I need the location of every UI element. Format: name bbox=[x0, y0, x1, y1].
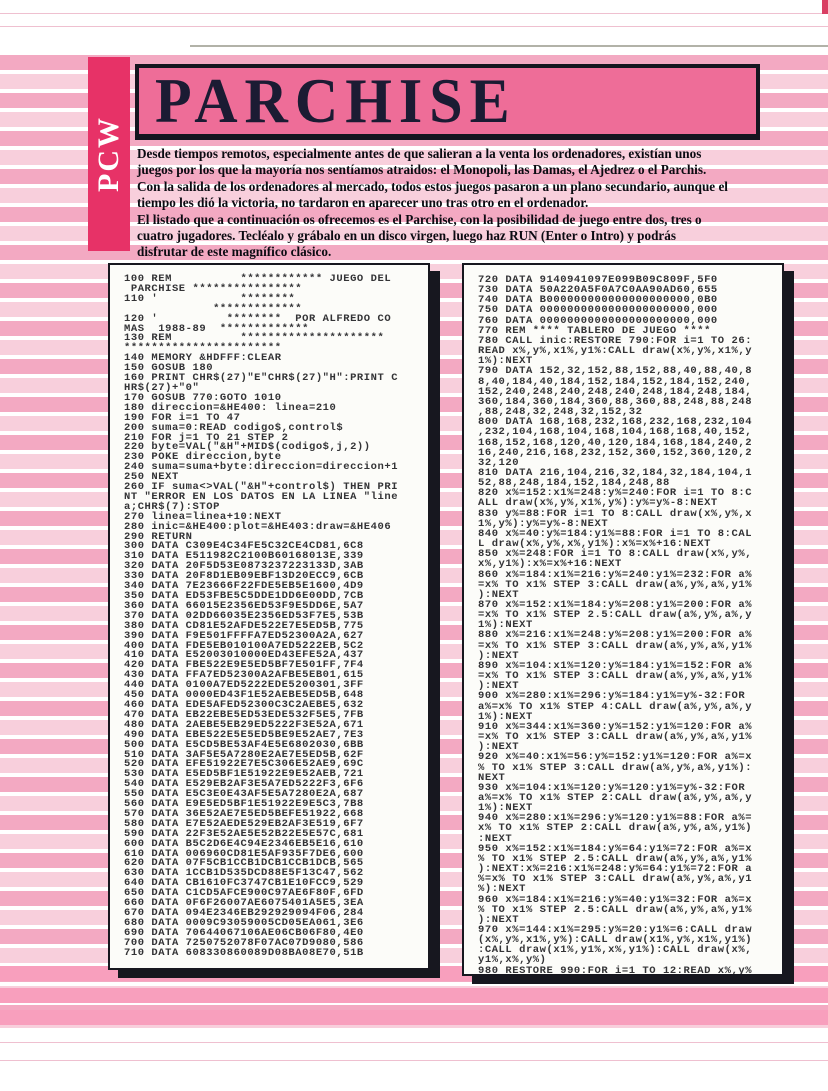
text-line: :CALL draw(x1%,y1%,x%,y1%):CALL draw(x%, bbox=[478, 944, 753, 957]
scan-artifact-line bbox=[190, 45, 828, 47]
text-line: =x% TO x1% STEP 2.5:CALL draw(a%,y%,a%,y bbox=[478, 609, 753, 622]
text-line: 1%):NEXT bbox=[478, 710, 533, 723]
text-line: a%=x% TO x1% STEP 2:CALL draw(a%,y%,a%,y bbox=[478, 791, 753, 804]
text-line: 180 direccion=&HE400: linea=210 bbox=[124, 401, 337, 414]
text-line: 32,120 bbox=[478, 456, 520, 469]
text-line: 310 DATA E511982C2100B60168013E,339 bbox=[124, 550, 364, 563]
text-line: 980 RESTORE 990:FOR i=1 TO 12:READ x%,y% bbox=[478, 964, 753, 976]
text-line: 670 DATA 094E2346EB292929094F06,284 bbox=[124, 907, 364, 919]
text-line: 1%,y%):y%=y%-8:NEXT bbox=[478, 517, 609, 530]
text-line: 780 CALL inic:RESTORE 790:FOR i=1 TO 26: bbox=[478, 334, 753, 347]
text-line: 570 DATA 36E52AE7E5ED5BEFE51922,668 bbox=[124, 807, 364, 820]
text-line: 640 DATA CB1610FC3747CB1E10FCC9,529 bbox=[124, 877, 364, 890]
text-line: 940 x%=280:x1%=296:y%=120:y1%=88:FOR a%= bbox=[478, 812, 753, 825]
text-line: Con la salida de los ordenadores al mercado, todos estos juegos pasaron a un plano secundario, aunque el bbox=[137, 178, 728, 194]
text-line: 190 FOR i=1 TO 47 bbox=[124, 411, 241, 424]
text-line: 200 suma=0:READ codigo$,control$ bbox=[124, 421, 344, 434]
hairline bbox=[0, 1060, 828, 1061]
text-line: PARCHISE **************** bbox=[124, 282, 303, 295]
text-line: HR$(27)+"0" bbox=[124, 381, 200, 394]
text-line: 900 x%=280:x1%=296:y%=184:y1%=y%-32:FOR bbox=[478, 690, 753, 703]
text-line: NEXT bbox=[478, 771, 506, 784]
text-line: 16,240,216,168,232,152,360,152,360,120,2 bbox=[478, 446, 753, 459]
text-line: 800 DATA 168,168,232,168,232,168,232,104 bbox=[478, 416, 753, 429]
text-line: 610 DATA 006960CD81E5AF935F7DE6,600 bbox=[124, 847, 364, 860]
text-line: 860 x%=184:x1%=216:y%=240:y1%=232:FOR a% bbox=[478, 568, 753, 581]
text-line: 500 DATA E5CD5BE53AF4E5E6802030,6BB bbox=[124, 738, 364, 751]
text-line: :NEXT bbox=[478, 832, 513, 845]
text-line: 360,184,360,184,360,88,360,88,248,88,248 bbox=[478, 395, 753, 408]
text-line: 230 POKE direccion,byte bbox=[124, 451, 282, 464]
text-line: ):NEXT bbox=[478, 913, 520, 926]
stripe-band bbox=[0, 988, 828, 1003]
text-line: 420 DATA FBE522E9E5ED5BF7E501FF,7F4 bbox=[124, 659, 364, 672]
text-line: 380 DATA CD81E52AFDE522E7E5ED5B,775 bbox=[124, 619, 364, 632]
text-line: tiempo les dió la victoria, no tardaron en aparecer uno tras otro en el ordenador. bbox=[137, 195, 589, 211]
title-box bbox=[135, 64, 760, 140]
text-line: 490 DATA EBE522E5E5ED5BE9E52AE7,7E3 bbox=[124, 728, 364, 741]
text-line: 440 DATA 0100A7ED5222EDE5200301,3FF bbox=[124, 679, 364, 692]
text-line: 330 DATA 20F8D1EB09EBF13D20ECC9,6CB bbox=[124, 570, 364, 583]
text-line: 890 x%=104:x1%=120:y%=184:y1%=152:FOR a% bbox=[478, 659, 753, 672]
text-line: 960 x%=184:x1%=216:y%=40:y1%=32:FOR a%=x bbox=[478, 893, 753, 906]
text-line: 550 DATA E5C3E0E43AF5E5A7280E2A,687 bbox=[124, 788, 364, 801]
text-line: MAS 1988-89 ************* bbox=[124, 322, 309, 335]
text-line: 760 DATA 0000000000000000000000,000 bbox=[478, 314, 718, 327]
text-line: ):NEXT:x%=216:x1%=248:y%=64:y1%=72:FOR a bbox=[478, 863, 753, 876]
text-line: % TO x1% STEP 2.5:CALL draw(a%,y%,a%,y1% bbox=[478, 903, 753, 916]
bottom-margin bbox=[0, 1028, 828, 1091]
stripe-band bbox=[0, 1010, 828, 1025]
text-line: 120 ' ******** POR ALFREDO CO bbox=[124, 312, 392, 325]
text-line: 220 byte=VAL("&H"+MID$(codigo$,j,2)) bbox=[124, 441, 371, 454]
page-edge-mark bbox=[822, 0, 828, 14]
text-line: 820 x%=152:x1%=248:y%=240:FOR i=1 TO 8:C bbox=[478, 487, 753, 500]
text-line: 340 DATA 7E23666F22FDE5EB5E1600,4D9 bbox=[124, 580, 364, 593]
text-line: 130 REM ********************* bbox=[124, 332, 385, 345]
text-line: a%=x% TO x1% STEP 4:CALL draw(a%,y%,a%,y bbox=[478, 700, 753, 713]
text-line: 460 DATA EDE5AFED52300C3C2AEBE5,632 bbox=[124, 698, 364, 711]
text-line: cuatro jugadores. Tecléalo y grábalo en un disco virgen, luego haz RUN (Enter o Intro) y podrás bbox=[137, 228, 676, 244]
text-line: 1%):NEXT bbox=[478, 802, 533, 815]
text-line: % TO x1% STEP 2.5:CALL draw(a%,y%,a%,y1% bbox=[478, 852, 753, 865]
text-line: 880 x%=216:x1%=248:y%=208:y1%=200:FOR a% bbox=[478, 629, 753, 642]
text-line: 400 DATA FDE5EB010100A7ED5222EB,5C2 bbox=[124, 639, 364, 652]
text-line: 370 DATA 02DD66035E2356ED53F7E5,53B bbox=[124, 609, 364, 622]
text-line: 730 DATA 50A220A5F0A7C0AA90AD60,655 bbox=[478, 284, 718, 297]
text-line: =x% TO x1% STEP 3:CALL draw(a%,y%,a%,y1% bbox=[478, 578, 753, 591]
text-line: 590 DATA 22F3E52AE5E52B22E5E57C,681 bbox=[124, 827, 364, 840]
code-listing-left-column bbox=[108, 263, 430, 970]
text-line: El listado que a continuación os ofrecemos es el Parchise, con la posibilidad de juego entre dos, tres o bbox=[137, 211, 702, 227]
text-line: x% TO x1% STEP 2:CALL draw(a%,y%,a%,y1%) bbox=[478, 822, 753, 835]
text-line: juegos por los que la mayoría nos sentíamos atraidos: el Monopoli, las Damas, el Ajedrez o el Parchis. bbox=[137, 162, 707, 178]
text-line: ALL draw(x%,y%,x1%,y%):y%=y%-8:NEXT bbox=[478, 497, 718, 510]
text-line: 870 x%=152:x1%=184:y%=208:y1%=200:FOR a% bbox=[478, 599, 753, 611]
text-line: 560 DATA E9E5ED5BF1E51922E9E5C3,7B8 bbox=[124, 798, 364, 811]
basic-code-right bbox=[478, 275, 778, 976]
text-line: 1%):NEXT bbox=[478, 619, 533, 632]
text-line: 100 REM ************ JUEGO DEL bbox=[124, 273, 392, 285]
text-line: 160 PRINT CHR$(27)"E"CHR$(27)"H":PRINT C bbox=[124, 372, 399, 385]
text-line: NT "ERROR EN LOS DATOS EN LA LINEA "line bbox=[124, 490, 399, 503]
text-line: 510 DATA 3AF5E5A7280E2AE7E5ED5B,62F bbox=[124, 748, 364, 761]
text-line: 168,152,168,120,40,120,184,168,184,240,2 bbox=[478, 436, 753, 449]
text-line: 1%):NEXT bbox=[478, 355, 533, 368]
text-line: 710 DATA 608330860089D08BA08E70,51B bbox=[124, 946, 364, 959]
text-line: y1%,x%,y%) bbox=[478, 954, 547, 967]
text-line: 720 DATA 9140941097E099B09C809F,5F0 bbox=[478, 274, 718, 286]
text-line: 152,240,248,240,248,240,248,184,248,184, bbox=[478, 385, 753, 398]
text-line: 480 DATA 2AEBE5EB29ED5222F3E52A,671 bbox=[124, 718, 364, 731]
text-line: 320 DATA 20F5D53E0873237223133D,3AB bbox=[124, 560, 364, 573]
text-line: a;CHR$(7):STOP bbox=[124, 500, 220, 513]
text-line: 630 DATA 1CCB1D535DCD88E5F13C47,562 bbox=[124, 867, 364, 880]
text-line: 700 DATA 7250752078F07AC07D9080,586 bbox=[124, 936, 364, 949]
text-line: 830 y%=88:FOR i=1 TO 8:CALL draw(x%,y%,x bbox=[478, 507, 753, 520]
text-line: 290 RETURN bbox=[124, 530, 193, 543]
text-line: 840 x%=40:y%=184:y1%=88:FOR i=1 TO 8:CAL bbox=[478, 527, 753, 540]
text-line: 430 DATA FFA7ED52300A2AFBE5EB01,615 bbox=[124, 669, 364, 682]
hairline bbox=[0, 26, 828, 27]
text-line: =x% TO x1% STEP 3:CALL draw(a%,y%,a%,y1% bbox=[478, 670, 753, 683]
text-line: % TO x1% STEP 3:CALL draw(a%,y%,a%,y1%): bbox=[478, 761, 753, 774]
text-line: 580 DATA E7E52AEDE529EB2AF3E519,6F7 bbox=[124, 817, 364, 830]
text-line: 770 REM **** TABLERO DE JUEGO **** bbox=[478, 324, 711, 337]
text-line: 600 DATA B5C2D6E4C94E2346EB5E16,610 bbox=[124, 837, 364, 850]
text-line: 810 DATA 216,104,216,32,184,32,184,104,1 bbox=[478, 466, 753, 479]
text-line: 390 DATA F9E501FFFFA7ED52300A2A,627 bbox=[124, 629, 364, 642]
text-line: ):NEXT bbox=[478, 741, 520, 754]
text-line: 270 linea=linea+10:NEXT bbox=[124, 510, 282, 523]
text-line: 410 DATA E52003010000ED43EFE52A,437 bbox=[124, 649, 364, 662]
text-line: 110 ' ******** bbox=[124, 292, 296, 305]
text-line: READ x%,y%,x1%,y1%:CALL draw(x%,y%,x1%,y bbox=[478, 345, 753, 358]
text-line: ************* bbox=[124, 302, 303, 315]
text-line: 740 DATA B000000000000000000000,0B0 bbox=[478, 294, 718, 307]
text-line: disfrutar de este magnífico clásico. bbox=[137, 244, 332, 260]
text-line: 210 FOR j=1 TO 21 STEP 2 bbox=[124, 431, 289, 444]
text-line: ):NEXT bbox=[478, 680, 520, 693]
text-line: 680 DATA 0009C93059005CD05EA061,3E6 bbox=[124, 916, 364, 929]
text-line: ,232,104,168,104,168,104,168,168,40,152, bbox=[478, 426, 753, 439]
text-line: =x% TO x1% STEP 3:CALL draw(a%,y%,a%,y1% bbox=[478, 639, 753, 652]
hairline bbox=[0, 1042, 828, 1043]
text-line: ,88,248,32,248,32,152,32 bbox=[478, 406, 643, 419]
text-line: Desde tiempos remotos, especialmente antes de que salieran a la venta los ordenadores, existían unos bbox=[137, 146, 702, 161]
code-listing-right-column bbox=[462, 263, 784, 976]
text-line: 910 x%=344:x1%=360:y%=152:y1%=120:FOR a% bbox=[478, 720, 753, 733]
text-line: =x% TO x1% STEP 3:CALL draw(a%,y%,a%,y1% bbox=[478, 731, 753, 744]
text-line: L draw(x%,y%,x%,y1%):x%=x%+16:NEXT bbox=[478, 538, 711, 551]
intro-paragraph bbox=[137, 146, 823, 261]
text-line: 750 DATA 0000000000000000000000,000 bbox=[478, 304, 718, 317]
text-line: 950 x%=152:x1%=184:y%=64:y1%=72:FOR a%=x bbox=[478, 842, 753, 855]
text-line: 350 DATA ED53FBE5C5DDE1DD6E00DD,7CB bbox=[124, 590, 364, 602]
text-line: 240 suma=suma+byte:direccion=direccion+1 bbox=[124, 461, 399, 474]
hairline bbox=[0, 13, 828, 14]
text-line: ):NEXT bbox=[478, 649, 520, 662]
pcw-side-tab-label: PCW bbox=[92, 116, 125, 192]
text-line: 530 DATA E5ED5BF1E51922E9E52AEB,721 bbox=[124, 768, 364, 781]
pcw-side-tab bbox=[88, 57, 130, 251]
page-title: PARCHISE bbox=[155, 66, 517, 136]
text-line: 850 x%=248:FOR i=1 TO 8:CALL draw(x%,y%, bbox=[478, 548, 753, 561]
text-line: 930 x%=104:x1%=120:y%=120:y1%=y%-32:FOR bbox=[478, 781, 753, 794]
text-line: x%,y1%):x%=x%+16:NEXT bbox=[478, 558, 622, 571]
text-line: 300 DATA C309E4C34FE5C32CE4CD81,6C8 bbox=[124, 540, 364, 553]
text-line: %):NEXT bbox=[478, 883, 526, 896]
text-line: 650 DATA C1CD5AFCE900C97AE6F80F,6FD bbox=[124, 887, 364, 900]
text-line: (x%,y%,x1%,y%):CALL draw(x1%,y%,x1%,y1%) bbox=[478, 934, 753, 947]
text-line: 52,88,248,184,152,184,248,88 bbox=[478, 477, 670, 490]
text-line: 920 x%=40:x1%=56:y%=152:y1%=120:FOR a%=x bbox=[478, 751, 753, 764]
text-line: 790 DATA 152,32,152,88,152,88,40,88,40,8 bbox=[478, 365, 753, 378]
text-line: 250 NEXT bbox=[124, 471, 179, 484]
text-line: 450 DATA 0000ED43F1E52AEBE5ED5B,648 bbox=[124, 689, 364, 702]
text-line: 470 DATA EB22EBE5ED53EDE532F5E5,7FB bbox=[124, 708, 364, 721]
text-line: 540 DATA E529EB2AF3E5A7ED5222F3,6F6 bbox=[124, 778, 364, 791]
text-line: 660 DATA 0F6F26007AE6075401A5E5,3EA bbox=[124, 897, 364, 910]
text-line: 970 x%=144:x1%=295:y%=20:y1%=6:CALL draw bbox=[478, 924, 753, 936]
text-line: 620 DATA 07F5CB1CCB1DCB1CCB1DCB,565 bbox=[124, 857, 364, 870]
text-line: 140 MEMORY &HDFFF:CLEAR bbox=[124, 352, 282, 365]
text-line: 520 DATA EFE51922E7E5C306E52AE9,69C bbox=[124, 758, 364, 771]
basic-code-left bbox=[124, 275, 424, 959]
text-line: 150 GOSUB 180 bbox=[124, 362, 214, 375]
text-line: 280 inic=&HE400:plot=&HE403:draw=&HE406 bbox=[124, 520, 392, 533]
text-line: 170 GOSUB 770:GOTO 1010 bbox=[124, 391, 282, 404]
text-line: *********************** bbox=[124, 342, 282, 355]
text-line: 8,40,184,40,184,152,184,152,184,152,240, bbox=[478, 375, 753, 388]
text-line: 260 IF suma<>VAL("&H"+control$) THEN PRI bbox=[124, 481, 399, 494]
text-line: 360 DATA 66015E2356ED53F9E5DD6E,5A7 bbox=[124, 599, 364, 612]
text-line: ):NEXT bbox=[478, 588, 520, 601]
text-line: 690 DATA 70644067106AE06CB06F80,4E0 bbox=[124, 926, 364, 939]
text-line: %=x% TO x1% STEP 3:CALL draw(a%,y%,a%,y1 bbox=[478, 873, 753, 886]
